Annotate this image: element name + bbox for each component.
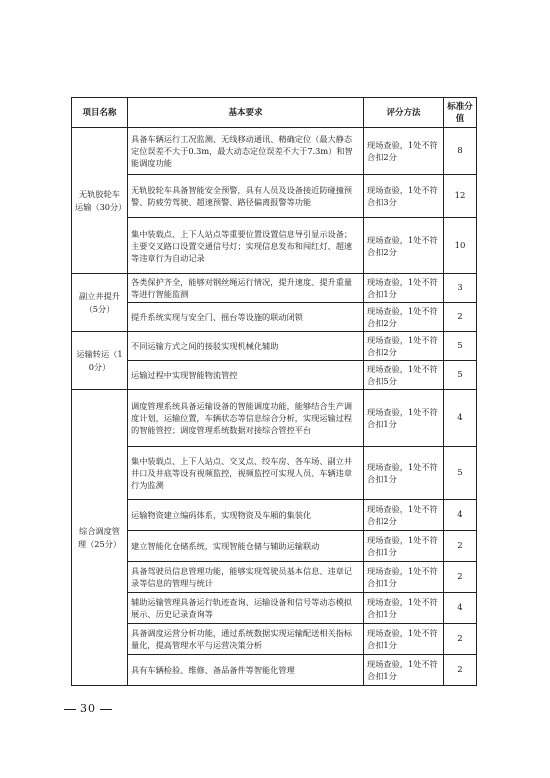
- method-cell: 现场查验，1处不符合扣1分: [364, 531, 444, 562]
- score-cell: 4: [444, 500, 477, 531]
- requirement-cell: 各类保护齐全，能够对钢丝绳运行情况，提升速度、提升重量等进行智能监测: [128, 274, 364, 303]
- requirement-cell: 建立智能化仓储系统，实现智能仓储与辅助运输联动: [128, 531, 364, 562]
- category-cell: 无轨胶轮车运输（30分）: [72, 128, 128, 274]
- table-row: [72, 655, 477, 686]
- category-cell: 副立井提升（5分）: [72, 274, 128, 332]
- method-cell: 现场查验，1处不符合扣1分: [364, 390, 444, 447]
- table-header-row: [72, 98, 477, 128]
- score-cell: 8: [444, 128, 477, 175]
- category-cell: 综合调度管理（25分）: [72, 390, 128, 686]
- score-cell: 3: [444, 274, 477, 303]
- method-cell: 现场查验，1处不符合扣3分: [364, 175, 444, 218]
- requirement-cell: 具备车辆运行工况监测、无线移动通讯、精确定位（最大静态定位误差不大于0.3m，最大动态定位误差不大于7.3m）和智能调度功能: [128, 128, 364, 175]
- score-cell: 5: [444, 332, 477, 361]
- requirement-cell: 运输物资建立编码体系，实现物资及车厢的集装化: [128, 500, 364, 531]
- score-cell: 2: [444, 303, 477, 332]
- score-cell: 2: [444, 655, 477, 686]
- score-cell: 4: [444, 390, 477, 447]
- table-row: [72, 128, 477, 175]
- method-cell: 现场查验，1处不符合扣2分: [364, 500, 444, 531]
- method-cell: 现场查验，1处不符合扣1分: [364, 562, 444, 593]
- table-row: [72, 218, 477, 274]
- footer-dash-left: [64, 709, 76, 710]
- scoring-table: [71, 97, 477, 686]
- method-cell: 现场查验，1处不符合扣1分: [364, 593, 444, 624]
- requirement-cell: 调度管理系统具备运输设备的智能调度功能，能够结合生产调度计划，运输位置，车辆状态等信息综合分析，实现运输过程的智能管控；调度管理系统数据对接综合管控平台: [128, 390, 364, 447]
- score-cell: 5: [444, 361, 477, 390]
- score-cell: 10: [444, 218, 477, 274]
- category-cell: 运输转运（10分）: [72, 332, 128, 390]
- table-row: [72, 624, 477, 655]
- requirement-cell: 具备调度运营分析功能，通过系统数据实现运输配送相关指标量化，提高管理水平与运营决策分析: [128, 624, 364, 655]
- method-cell: 现场查验，1处不符合扣1分: [364, 447, 444, 500]
- method-cell: 现场查验，1处不符合扣1分: [364, 655, 444, 686]
- score-cell: 2: [444, 624, 477, 655]
- requirement-cell: 具有车辆检验、维修、备品备件等智能化管理: [128, 655, 364, 686]
- table-row: [72, 531, 477, 562]
- requirement-cell: 无轨胶轮车具备智能安全预警，具有人员及设备接近防碰撞预警、防疲劳驾驶、超速预警、路径偏离报警等功能: [128, 175, 364, 218]
- method-cell: 现场查验，1处不符合扣2分: [364, 303, 444, 332]
- header-method: 评分方法: [364, 98, 444, 128]
- method-cell: 现场查验，1处不符合扣2分: [364, 218, 444, 274]
- table-row: [72, 175, 477, 218]
- score-cell: 2: [444, 562, 477, 593]
- table-row: [72, 332, 477, 361]
- footer-dash-right: [100, 709, 112, 710]
- table-row: [72, 562, 477, 593]
- score-cell: 5: [444, 447, 477, 500]
- requirement-cell: 不同运输方式之间的接驳实现机械化辅助: [128, 332, 364, 361]
- requirement-cell: 具备驾驶员信息管理功能，能够实现驾驶员基本信息、违章记录等信息的管理与统计: [128, 562, 364, 593]
- requirement-cell: 辅助运输管理具备运行轨迹查询、运输设备和信号等动态模拟展示、历史记录查询等: [128, 593, 364, 624]
- page-footer: [60, 702, 116, 715]
- table-row: [72, 361, 477, 390]
- table-row: [72, 274, 477, 303]
- page-number: 30: [80, 702, 96, 715]
- header-score: 标准分值: [444, 98, 477, 128]
- header-requirement: 基本要求: [128, 98, 364, 128]
- table-row: [72, 500, 477, 531]
- method-cell: 现场查验，1处不符合扣2分: [364, 332, 444, 361]
- method-cell: 现场查验，1处不符合扣1分: [364, 274, 444, 303]
- score-cell: 2: [444, 531, 477, 562]
- requirement-cell: 集中装载点、上下人站点、交叉点、绞车房、各车场、副立井井口及井底等设有视频监控，视频监控可实现人员、车辆违章行为监测: [128, 447, 364, 500]
- requirement-cell: 运输过程中实现智能物流管控: [128, 361, 364, 390]
- method-cell: 现场查验，1处不符合扣5分: [364, 361, 444, 390]
- table-row: [72, 390, 477, 447]
- table-row: [72, 593, 477, 624]
- table-row: [72, 303, 477, 332]
- table-row: [72, 447, 477, 500]
- method-cell: 现场查验，1处不符合扣2分: [364, 128, 444, 175]
- method-cell: 现场查验，1处不符合扣1分: [364, 624, 444, 655]
- score-cell: 4: [444, 593, 477, 624]
- score-cell: 12: [444, 175, 477, 218]
- requirement-cell: 集中装载点、上下人站点等重要位置设置信息导引显示设备；主要交叉路口设置交通信号灯；实现信息发布和闯红灯、超速等违章行为自动记录: [128, 218, 364, 274]
- requirement-cell: 提升系统实现与安全门、摇台等设施的联动闭锁: [128, 303, 364, 332]
- header-category: 项目名称: [72, 98, 128, 128]
